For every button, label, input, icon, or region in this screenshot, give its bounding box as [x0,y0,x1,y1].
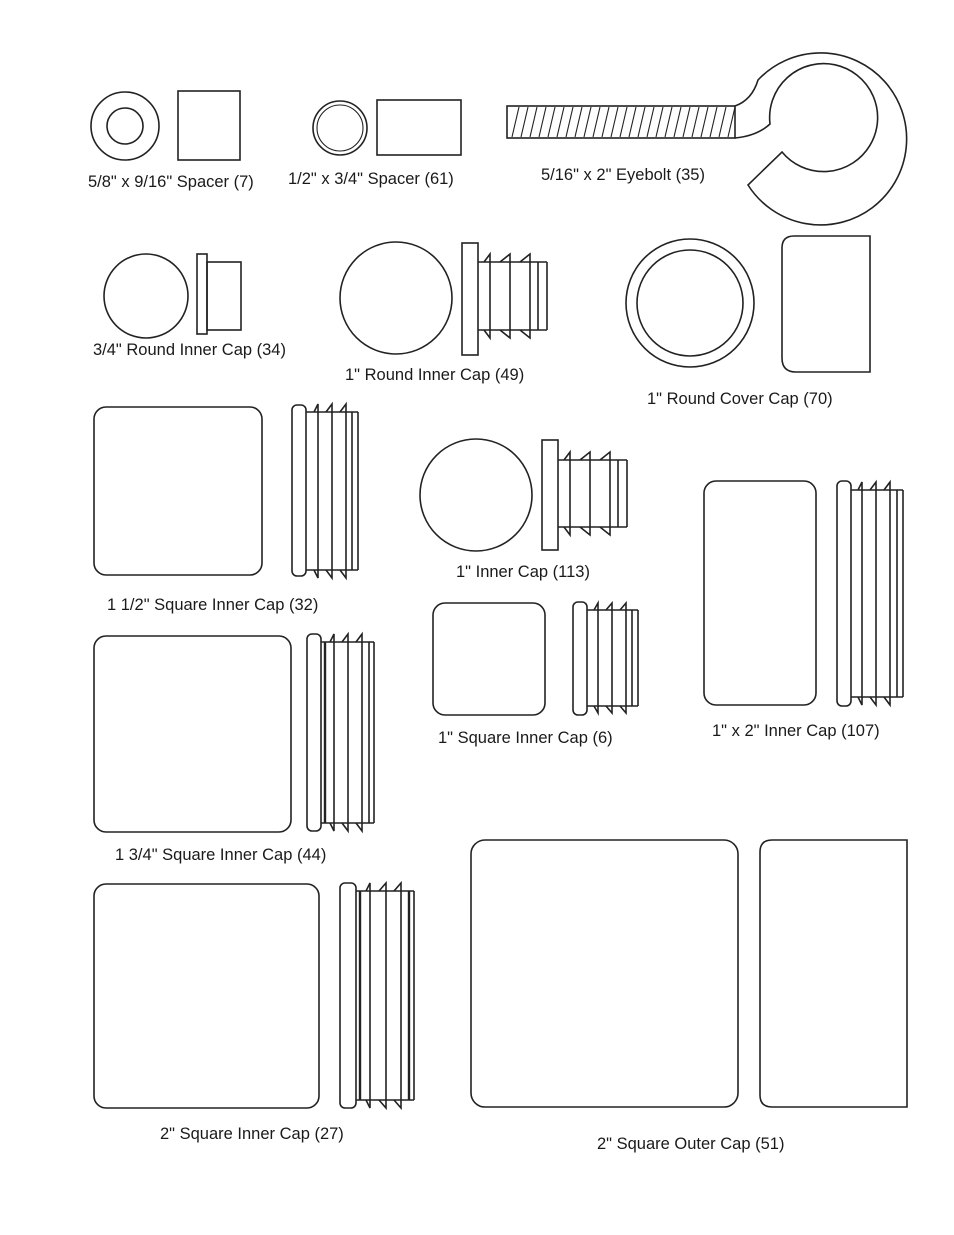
square-inner-cap-44-drawing [94,634,374,832]
thread-line [584,107,591,137]
inner-cap-107-drawing [704,481,903,706]
thread-line [539,107,546,137]
thread-line [611,107,618,137]
thread-line [647,107,654,137]
part-label-inner-cap-113: 1" Inner Cap (113) [456,563,590,581]
part-label-round-inner-cap-34: 3/4" Round Inner Cap (34) [93,341,286,359]
part-label-square-inner-cap-44: 1 3/4" Square Inner Cap (44) [115,846,327,864]
part-label-eyebolt-35: 5/16" x 2" Eyebolt (35) [541,166,705,184]
square-inner-cap-6-drawing [433,602,638,715]
eyebolt-35-drawing [507,53,907,225]
square-inner-cap-27-drawing [94,883,414,1108]
round-inner-cap-49-drawing [340,242,547,355]
thread-line [719,107,726,137]
thread-line [701,107,708,137]
thread-line [593,107,600,137]
thread-line [530,107,537,137]
thread-line [728,107,735,137]
square-inner-cap-32-drawing [94,404,358,578]
thread-line [521,107,528,137]
part-label-inner-cap-107: 1" x 2" Inner Cap (107) [712,722,880,740]
thread-line [566,107,573,137]
part-label-square-outer-cap-51: 2" Square Outer Cap (51) [597,1135,785,1153]
thread-line [638,107,645,137]
thread-line [692,107,699,137]
thread-line [548,107,555,137]
thread-line [656,107,663,137]
thread-line [620,107,627,137]
part-label-round-inner-cap-49: 1" Round Inner Cap (49) [345,366,525,384]
thread-line [557,107,564,137]
thread-line [602,107,609,137]
part-label-round-cover-cap-70: 1" Round Cover Cap (70) [647,390,833,408]
part-label-square-inner-cap-6: 1" Square Inner Cap (6) [438,729,613,747]
inner-cap-113-drawing [420,439,627,551]
spacer-61-drawing [313,100,461,155]
square-outer-cap-51-drawing [471,840,907,1107]
spacer-7-drawing [91,91,240,160]
thread-line [665,107,672,137]
thread-line [512,107,519,137]
part-label-square-inner-cap-27: 2" Square Inner Cap (27) [160,1125,344,1143]
thread-line [575,107,582,137]
thread-line [629,107,636,137]
round-cover-cap-70-drawing [626,236,870,372]
thread-line [683,107,690,137]
thread-line [674,107,681,137]
thread-line [710,107,717,137]
part-label-spacer-61: 1/2" x 3/4" Spacer (61) [288,170,454,188]
round-inner-cap-34-drawing [104,254,241,338]
part-label-square-inner-cap-32: 1 1/2" Square Inner Cap (32) [107,596,319,614]
part-label-spacer-7: 5/8" x 9/16" Spacer (7) [88,173,254,191]
